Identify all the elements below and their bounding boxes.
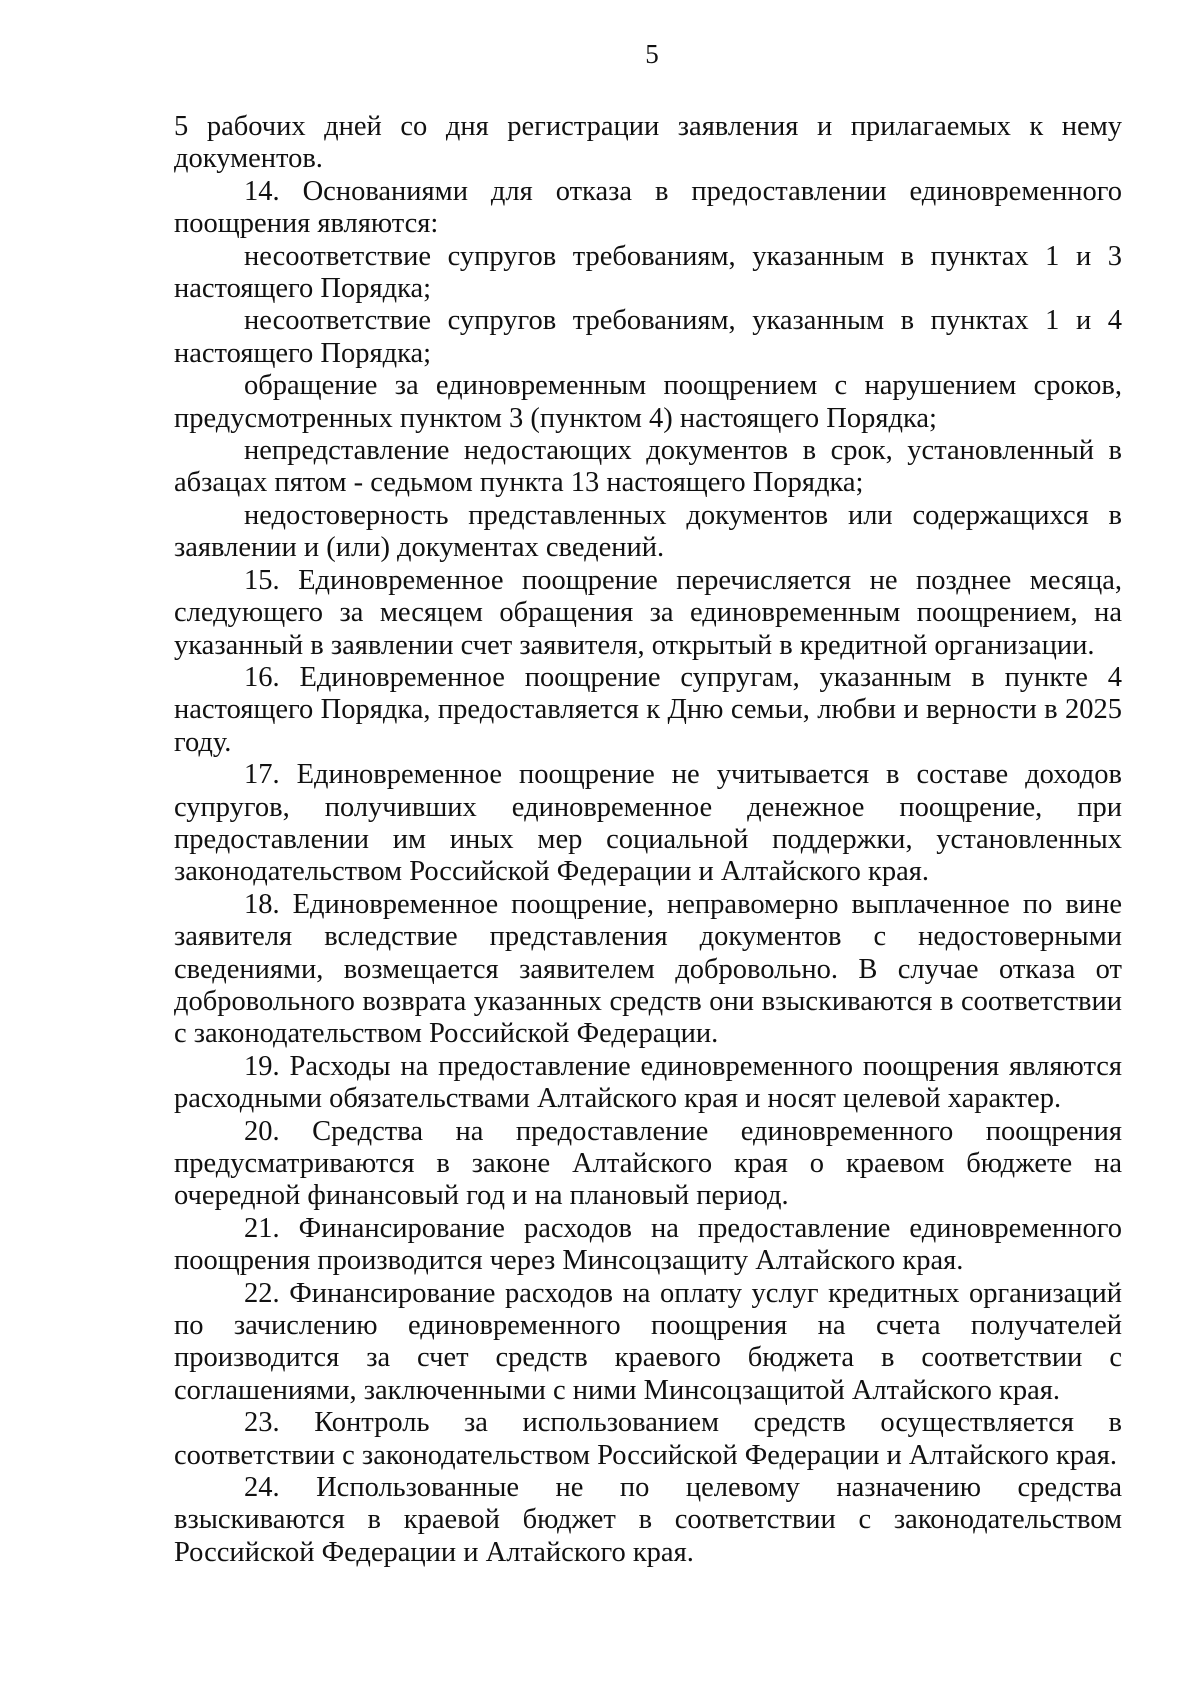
paragraph-clause-22: 22. Финансирование расходов на оплату услуг кредитных организаций по зачислению единовременного поощрения на счета получателей производится за счет средств краевого бюджета в соответствии с соглашениями, заключенными с ними Минсоцзащитой Алтайского края.: [174, 1277, 1122, 1406]
paragraph-clause-24: 24. Использованные не по целевому назначению средства взыскиваются в краевой бюджет в соответствии с законодательством Российской Федерации и Алтайского края.: [174, 1472, 1122, 1568]
paragraph-clause-23: 23. Контроль за использованием средств осуществляется в соответствии с законодательством Российской Федерации и Алтайского края.: [174, 1407, 1122, 1471]
document-body: [174, 111, 1122, 1569]
paragraph-clause-16: 16. Единовременное поощрение супругам, указанным в пункте 4 настоящего Порядка, предоставляется к Дню семьи, любви и верности в 2025 году.: [174, 661, 1122, 758]
refusal-ground-4: непредставление недостающих документов в срок, установленный в абзацах пятом - седьмом пункта 13 настоящего Порядка;: [174, 435, 1122, 499]
paragraph-clause-17: 17. Единовременное поощрение не учитывается в составе доходов супругов, получивших единовременное денежное поощрение, при предоставлении им иных мер социальной поддержки, установленных законодательством Российской Федерации и Алтайского края.: [174, 759, 1122, 888]
refusal-ground-2: несоответствие супругов требованиям, указанным в пунктах 1 и 4 настоящего Порядка;: [174, 305, 1122, 369]
paragraph-clause-18: 18. Единовременное поощрение, неправомерно выплаченное по вине заявителя вследствие представления документов с недостоверными сведениями, возмещается заявителем добровольно. В случае отказа от добровольного возврата указанных средств они взыскиваются в соответствии с законодательством Российской Федерации.: [174, 888, 1122, 1050]
refusal-ground-3: обращение за единовременным поощрением с нарушением сроков, предусмотренных пунктом 3 (пунктом 4) настоящего Порядка;: [174, 370, 1122, 434]
paragraph-clause-21: 21. Финансирование расходов на предоставление единовременного поощрения производится через Минсоцзащиту Алтайского края.: [174, 1212, 1122, 1277]
paragraph-clause-14: 14. Основаниями для отказа в предоставлении единовременного поощрения являются:: [174, 175, 1122, 240]
paragraph-clause-19: 19. Расходы на предоставление единовременного поощрения являются расходными обязательствами Алтайского края и носят целевой характер.: [174, 1050, 1122, 1115]
paragraph-clause-15: 15. Единовременное поощрение перечисляется не позднее месяца, следующего за месяцем обращения за единовременным поощрением, на указанный в заявлении счет заявителя, открытый в кредитной организации.: [174, 564, 1122, 661]
paragraph-continuation: 5 рабочих дней со дня регистрации заявления и прилагаемых к нему документов.: [174, 111, 1122, 175]
refusal-ground-5: недостоверность представленных документов или содержащихся в заявлении и (или) документах сведений.: [174, 499, 1122, 564]
page-number: 5: [645, 39, 659, 69]
paragraph-clause-20: 20. Средства на предоставление единовременного поощрения предусматриваются в законе Алтайского края о краевом бюджете на очередной финансовый год и на плановый период.: [174, 1115, 1122, 1212]
refusal-ground-1: несоответствие супругов требованиям, указанным в пунктах 1 и 3 настоящего Порядка;: [174, 240, 1122, 305]
